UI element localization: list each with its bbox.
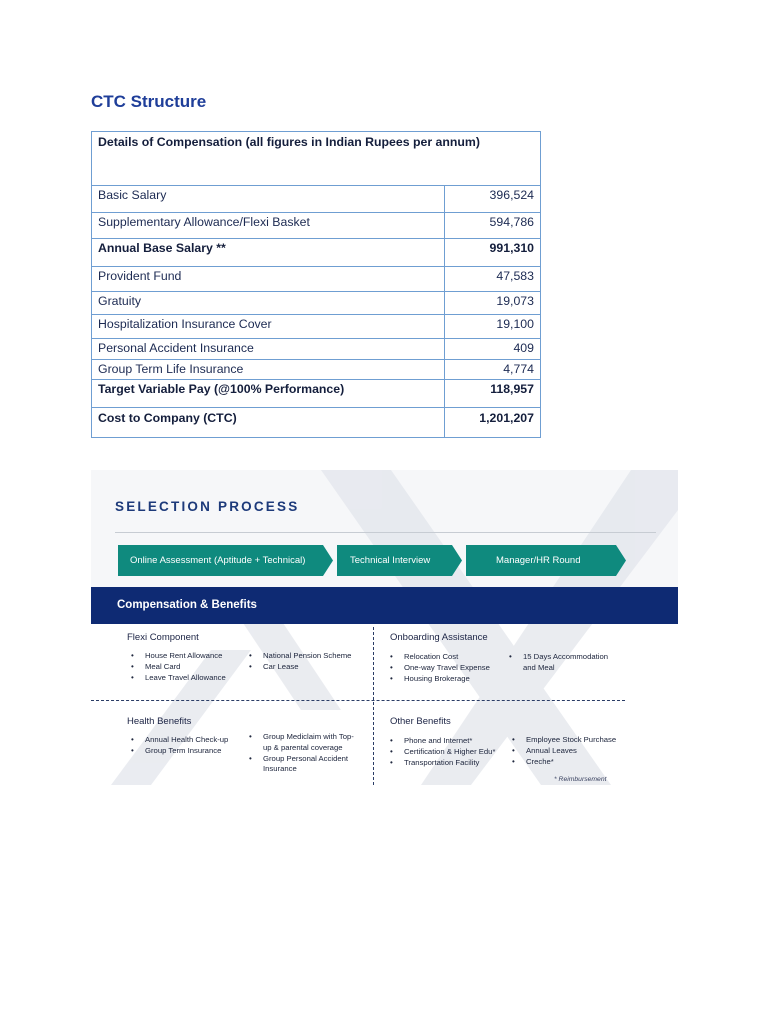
selection-title: SELECTION PROCESS bbox=[115, 499, 300, 514]
row-value: 4,774 bbox=[445, 360, 541, 380]
health-title: Health Benefits bbox=[127, 716, 192, 727]
row-label: Annual Base Salary ** bbox=[92, 239, 445, 267]
other-list-2 bbox=[512, 735, 616, 767]
list-item: • One-way Travel Expense bbox=[390, 663, 490, 674]
list-item: • Employee Stock Purchase bbox=[512, 735, 616, 746]
row-value: 1,201,207 bbox=[445, 408, 541, 438]
list-item: • Creche* bbox=[512, 757, 616, 768]
table-row bbox=[92, 360, 541, 380]
row-value: 47,583 bbox=[445, 267, 541, 292]
reimbursement-note: * Reimbursement bbox=[554, 776, 607, 783]
row-value: 118,957 bbox=[445, 380, 541, 408]
step-online-assessment bbox=[118, 545, 333, 576]
row-label: Gratuity bbox=[92, 292, 445, 315]
row-label: Group Term Life Insurance bbox=[92, 360, 445, 380]
table-row bbox=[92, 408, 541, 438]
table-row bbox=[92, 315, 541, 339]
table-row bbox=[92, 186, 541, 213]
list-item: • House Rent Allowance bbox=[131, 651, 226, 662]
onboarding-list-1 bbox=[390, 652, 490, 684]
list-item: • Leave Travel Allowance bbox=[131, 673, 226, 684]
table-row bbox=[92, 380, 541, 408]
other-list-1 bbox=[390, 736, 495, 768]
list-item: • Group Term Insurance bbox=[131, 746, 228, 757]
list-item: • Phone and Internet* bbox=[390, 736, 495, 747]
step-label: Technical Interview bbox=[350, 555, 431, 566]
other-title: Other Benefits bbox=[390, 716, 451, 727]
flexi-list-1 bbox=[131, 651, 226, 683]
table-row bbox=[92, 292, 541, 315]
row-label: Personal Accident Insurance bbox=[92, 339, 445, 360]
row-value: 19,100 bbox=[445, 315, 541, 339]
list-item: • Group Mediclaim with Top-up & parental coverage bbox=[249, 732, 357, 754]
list-item: • Certification & Higher Edu* bbox=[390, 747, 495, 758]
onboarding-title: Onboarding Assistance bbox=[390, 632, 488, 643]
table-row bbox=[92, 339, 541, 360]
table-row bbox=[92, 239, 541, 267]
list-item: • Meal Card bbox=[131, 662, 226, 673]
flexi-list-2 bbox=[249, 651, 351, 673]
list-item: • Relocation Cost bbox=[390, 652, 490, 663]
list-item: • Housing Brokerage bbox=[390, 674, 490, 685]
table-row bbox=[92, 267, 541, 292]
list-item: • National Pension Scheme bbox=[249, 651, 351, 662]
compensation-band bbox=[91, 587, 678, 624]
ctc-header-row bbox=[92, 132, 541, 186]
health-list-1 bbox=[131, 735, 228, 757]
divider bbox=[115, 532, 656, 533]
list-item: • Group Personal Accident Insurance bbox=[249, 754, 357, 776]
ctc-table bbox=[91, 131, 541, 438]
list-item: • Annual Leaves bbox=[512, 746, 616, 757]
table-row bbox=[92, 213, 541, 239]
ctc-header-cell: Details of Compensation (all figures in Indian Rupees per annum) bbox=[92, 132, 541, 186]
row-value: 19,073 bbox=[445, 292, 541, 315]
row-label: Basic Salary bbox=[92, 186, 445, 213]
selection-infographic bbox=[91, 470, 678, 785]
row-label: Hospitalization Insurance Cover bbox=[92, 315, 445, 339]
row-label: Supplementary Allowance/Flexi Basket bbox=[92, 213, 445, 239]
step-technical-interview bbox=[337, 545, 462, 576]
list-item: • Annual Health Check-up bbox=[131, 735, 228, 746]
process-steps bbox=[118, 545, 638, 576]
step-label: Online Assessment (Aptitude + Technical) bbox=[130, 555, 306, 566]
onboarding-list-2 bbox=[509, 652, 609, 674]
list-item: • Car Lease bbox=[249, 662, 351, 673]
step-manager-hr-round bbox=[466, 545, 626, 576]
list-item: • Transportation Facility bbox=[390, 758, 495, 769]
row-value: 409 bbox=[445, 339, 541, 360]
row-value: 396,524 bbox=[445, 186, 541, 213]
row-label: Cost to Company (CTC) bbox=[92, 408, 445, 438]
horizontal-divider bbox=[91, 700, 625, 701]
vertical-divider bbox=[373, 627, 374, 785]
row-value: 991,310 bbox=[445, 239, 541, 267]
step-label: Manager/HR Round bbox=[496, 555, 581, 566]
row-label: Provident Fund bbox=[92, 267, 445, 292]
ctc-title: CTC Structure bbox=[91, 92, 207, 111]
band-title: Compensation & Benefits bbox=[117, 599, 257, 611]
row-label: Target Variable Pay (@100% Performance) bbox=[92, 380, 445, 408]
health-list-2 bbox=[249, 732, 357, 775]
flexi-title: Flexi Component bbox=[127, 632, 199, 643]
row-value: 594,786 bbox=[445, 213, 541, 239]
list-item: • 15 Days Accommodation and Meal bbox=[509, 652, 609, 674]
